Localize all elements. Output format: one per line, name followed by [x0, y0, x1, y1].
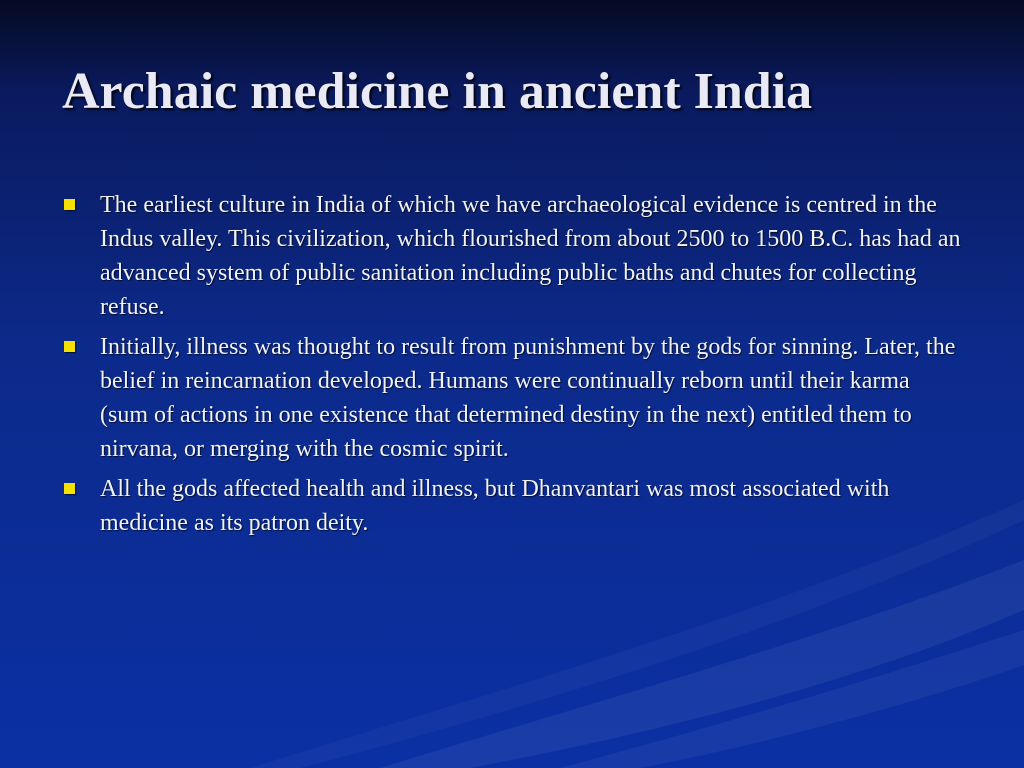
square-bullet-icon [64, 483, 75, 494]
bullet-item [62, 188, 962, 324]
bullet-list [62, 188, 962, 546]
bullet-item [62, 330, 962, 466]
bullet-text: The earliest culture in India of which we have archaeological evidence is centred in the Indus valley. This civilization, which flourished from about 2500 to 1500 B.C. has had an advanced system of public sanitation including public baths and chutes for collecting refuse. [100, 192, 961, 320]
square-bullet-icon [64, 341, 75, 352]
bullet-text: All the gods affected health and illness, but Dhanvantari was most associated with medicine as its patron deity. [100, 476, 890, 536]
slide-title: Archaic medicine in ancient India [62, 63, 813, 120]
bullet-item [62, 472, 962, 540]
bullet-text: Initially, illness was thought to result from punishment by the gods for sinning. Later, the belief in reincarnation developed. Humans were continually reborn until their karma (sum of actions in one existence that determined destiny in the next) entitled them to nirvana, or merging with the cosmic spirit. [100, 334, 956, 462]
square-bullet-icon [64, 199, 75, 210]
